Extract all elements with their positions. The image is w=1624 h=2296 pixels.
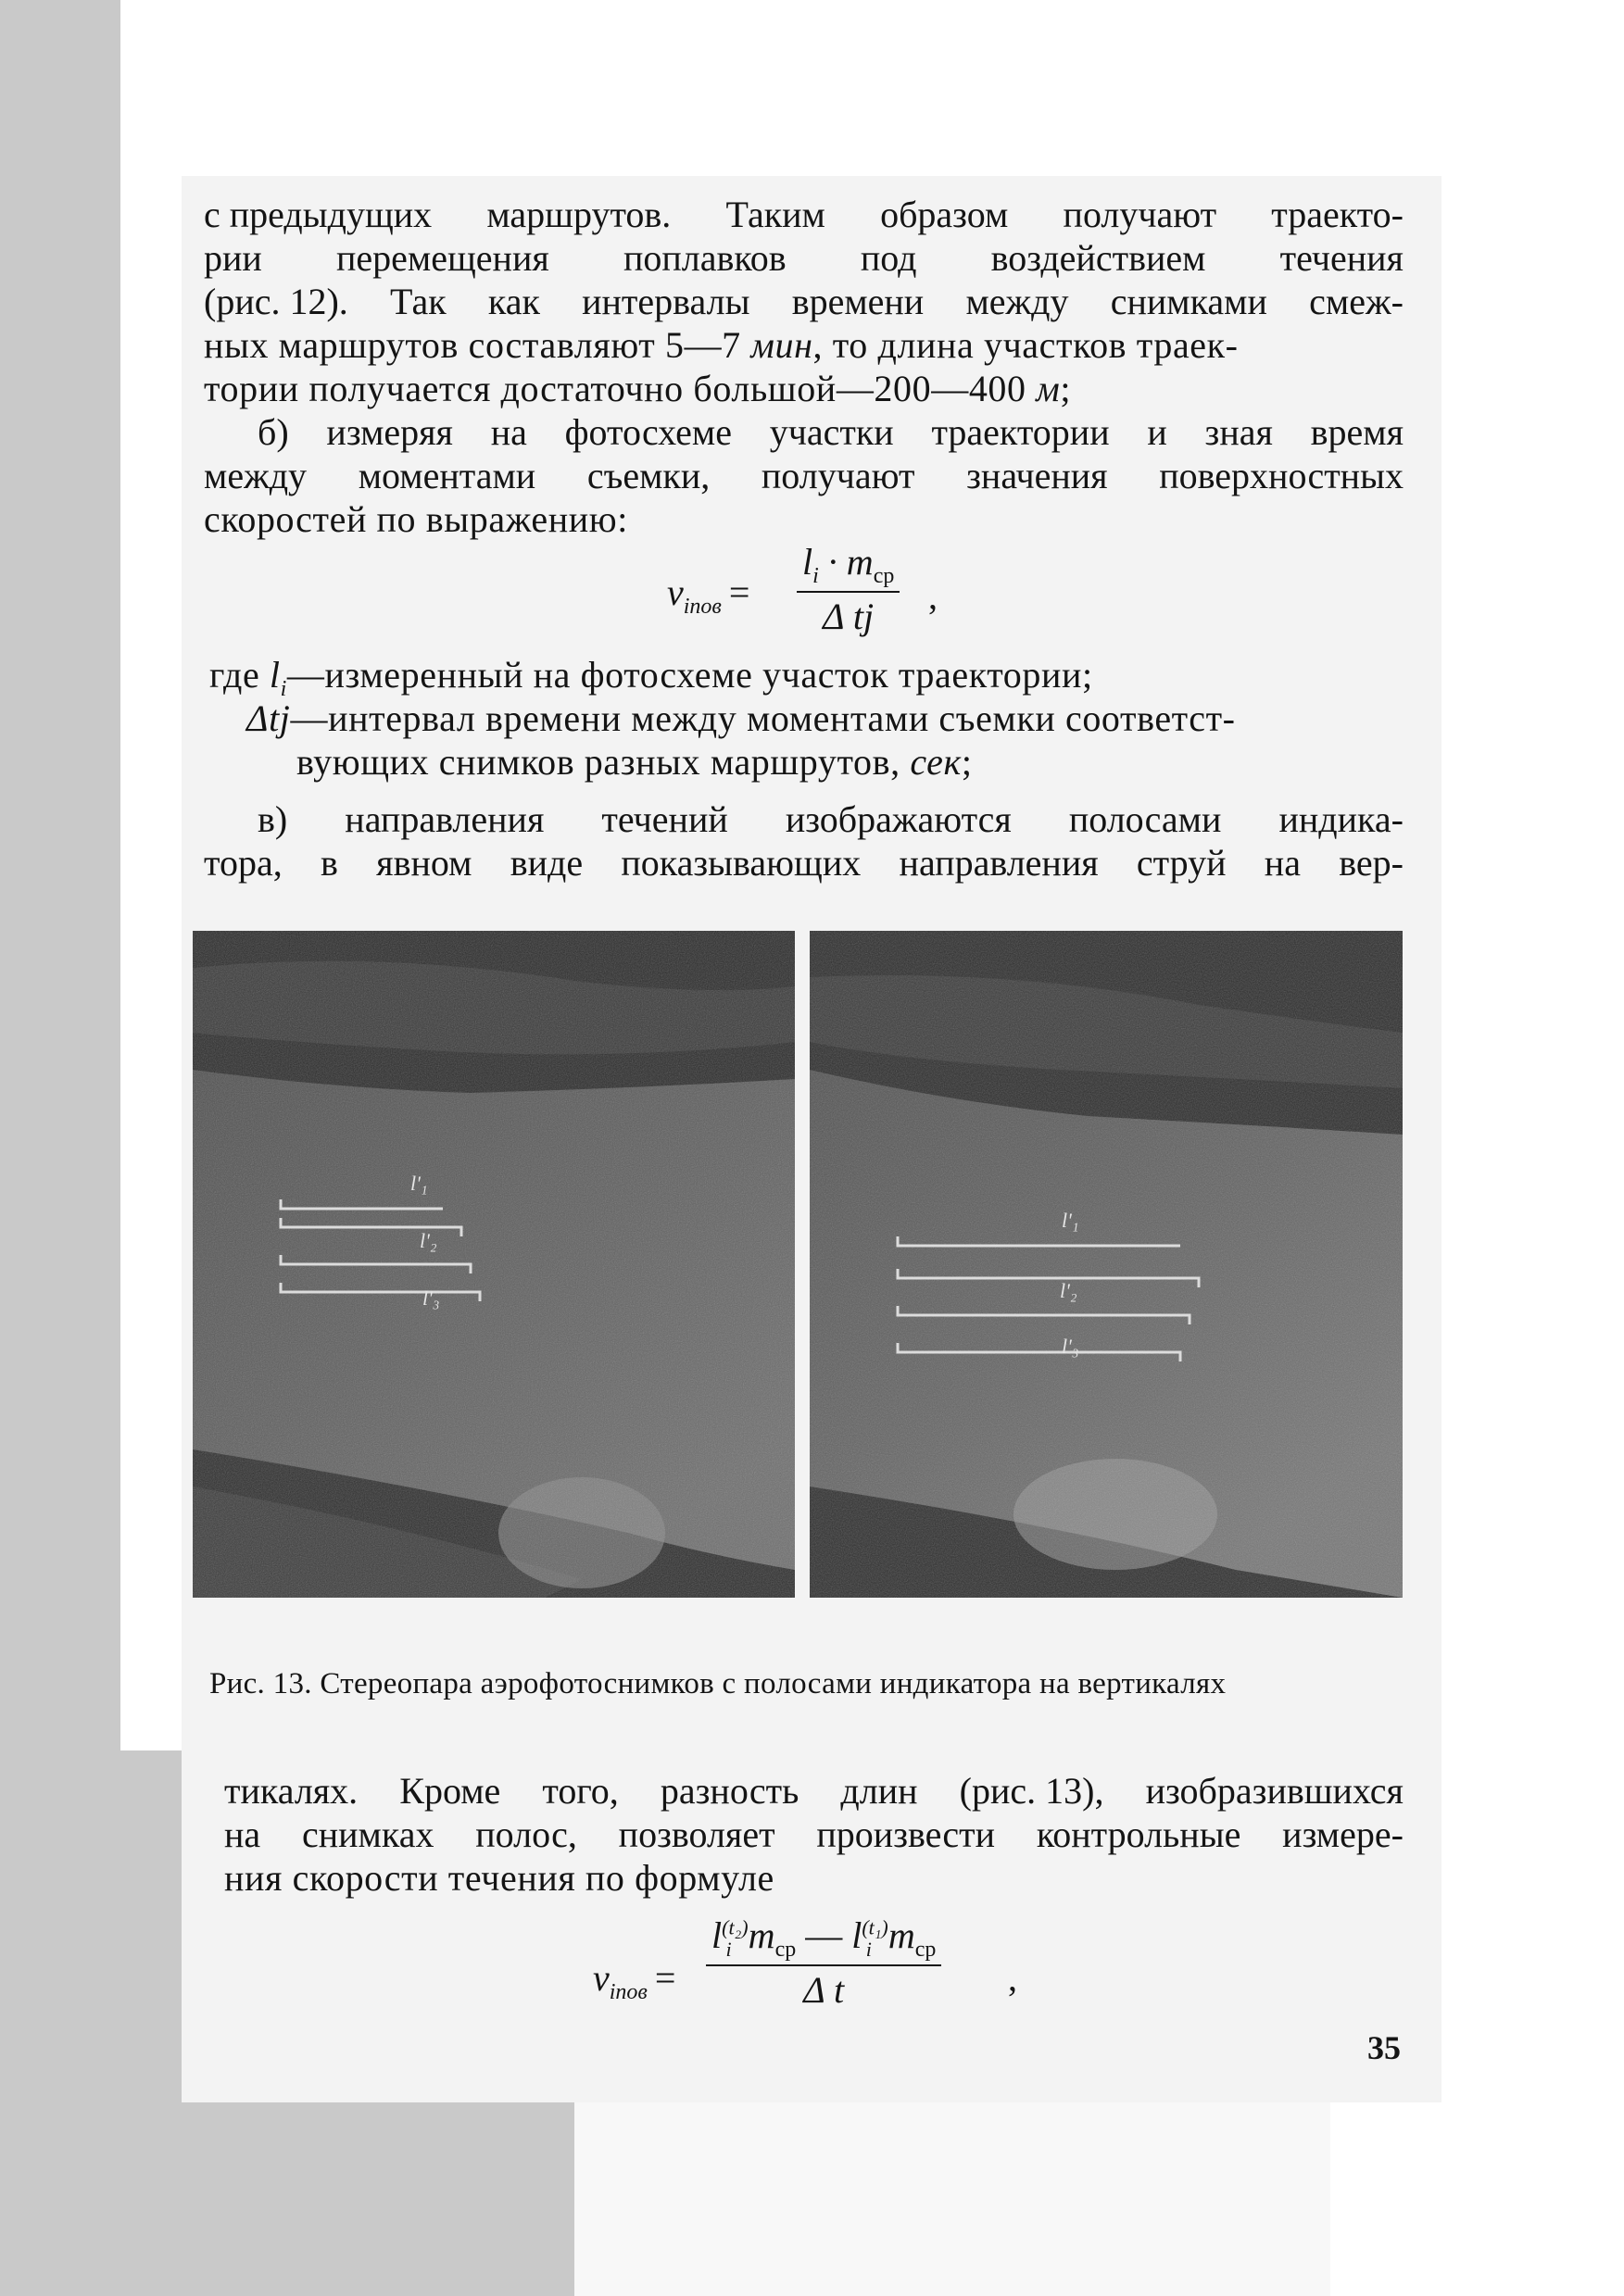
paragraph1-line2 bbox=[204, 236, 1404, 280]
numerator bbox=[706, 1913, 941, 1963]
word: и bbox=[1147, 411, 1167, 453]
word: направления bbox=[899, 842, 1099, 884]
word: снимками bbox=[1110, 281, 1267, 322]
word: того, bbox=[542, 1770, 619, 1812]
text: —интервал времени между моментами съемки соответст- bbox=[290, 697, 1236, 739]
paragraph4-line1 bbox=[224, 1769, 1404, 1813]
page-number: 35 bbox=[1367, 2029, 1401, 2066]
word: значения bbox=[966, 455, 1108, 496]
word: маршрутов. bbox=[486, 194, 672, 235]
paragraph2-line1 bbox=[258, 410, 1404, 454]
word: поплавков bbox=[623, 237, 787, 279]
word: на bbox=[490, 411, 527, 453]
word: в bbox=[321, 842, 338, 884]
word: струй bbox=[1136, 842, 1227, 884]
word: тикалях. bbox=[224, 1770, 359, 1812]
subscript: ср bbox=[774, 1938, 797, 1962]
word: воздействием bbox=[990, 237, 1206, 279]
symbol: v bbox=[593, 1957, 610, 1999]
word: вер- bbox=[1339, 842, 1404, 884]
word: съемки, bbox=[586, 455, 711, 496]
subscript: ср bbox=[914, 1938, 937, 1962]
unit-sek: сек bbox=[910, 741, 962, 783]
word: (рис. 13), bbox=[959, 1770, 1104, 1812]
label-l2-right: l'₂ bbox=[1060, 1279, 1077, 1302]
word: снимках bbox=[301, 1813, 434, 1855]
paragraph1-line4 bbox=[204, 323, 1239, 367]
word: позволяет bbox=[618, 1813, 775, 1855]
word: под bbox=[860, 237, 917, 279]
word: с предыдущих bbox=[204, 194, 433, 235]
formula1-fraction bbox=[797, 540, 900, 638]
word: б) bbox=[258, 411, 289, 453]
aerial-photo-right bbox=[810, 931, 1403, 1598]
definition-2 bbox=[246, 696, 1236, 740]
symbol: l bbox=[802, 541, 813, 583]
paragraph4-line3: ния скорости течения по формуле bbox=[224, 1857, 774, 1899]
word: Так bbox=[390, 281, 447, 322]
definition-3 bbox=[296, 740, 973, 784]
word: тора, bbox=[204, 842, 283, 884]
label-l1-right: l'₁ bbox=[1062, 1209, 1079, 1232]
subscript: iпов bbox=[609, 1980, 648, 2004]
label-l2-left: l'₂ bbox=[420, 1229, 437, 1252]
paragraph1-line3 bbox=[204, 280, 1404, 323]
symbol: l bbox=[269, 654, 281, 696]
superscript: (t₂) bbox=[722, 1915, 749, 1939]
subscript: i bbox=[725, 1938, 732, 1961]
word: интервалы bbox=[582, 281, 750, 322]
figure-caption: Рис. 13. Стереопара аэрофотоснимков с полосами индикатора на вертикалях bbox=[209, 1667, 1227, 1700]
word: Кроме bbox=[399, 1770, 501, 1812]
denominator bbox=[803, 1968, 844, 2012]
equals-sign: = bbox=[728, 571, 750, 613]
word: получают bbox=[761, 455, 915, 496]
subscript: ср bbox=[873, 564, 895, 588]
text: тории получается достаточно большой—200—400 bbox=[204, 368, 1037, 409]
text: ; bbox=[961, 741, 973, 783]
word: фотосхеме bbox=[564, 411, 732, 453]
word: контрольные bbox=[1036, 1813, 1241, 1855]
page-paper-lower bbox=[574, 2102, 1330, 2296]
word: образом bbox=[880, 194, 1009, 235]
symbol: l bbox=[851, 1914, 862, 1956]
unit-min: мин bbox=[750, 324, 813, 366]
label-l3-left: l'₃ bbox=[422, 1286, 440, 1310]
formula2-comma: , bbox=[1008, 1957, 1017, 1999]
word: явном bbox=[376, 842, 472, 884]
word: времени bbox=[791, 281, 925, 322]
subscript: i bbox=[280, 677, 287, 701]
word: направления bbox=[345, 798, 545, 840]
denominator bbox=[823, 595, 874, 638]
word: в) bbox=[258, 798, 288, 840]
word: (рис. 12). bbox=[204, 281, 348, 322]
word: траекто- bbox=[1271, 194, 1404, 235]
word: перемещения bbox=[336, 237, 549, 279]
word: изобразившихся bbox=[1145, 1770, 1404, 1812]
word: на bbox=[224, 1813, 261, 1855]
paragraph2-line2 bbox=[204, 454, 1404, 497]
word: как bbox=[487, 281, 540, 322]
symbol: Δ t bbox=[803, 1969, 845, 2011]
symbol: m bbox=[748, 1914, 775, 1956]
aerial-photo-left bbox=[193, 931, 795, 1598]
symbol: Δtj bbox=[246, 697, 291, 739]
scan-margin-top bbox=[0, 0, 120, 1750]
formula2-fraction bbox=[706, 1913, 941, 2012]
word: измеряя bbox=[326, 411, 453, 453]
word: зная bbox=[1204, 411, 1273, 453]
paragraph1-line1 bbox=[204, 193, 1404, 236]
formula2-lhs bbox=[593, 1956, 675, 2005]
word: виде bbox=[510, 842, 584, 884]
numerator bbox=[797, 540, 900, 589]
formula1-comma: , bbox=[928, 575, 938, 617]
paragraph2-line3: скоростей по выражению: bbox=[204, 498, 628, 540]
word: на bbox=[1264, 842, 1301, 884]
word: моментами bbox=[358, 455, 536, 496]
paragraph3-line2 bbox=[204, 841, 1404, 885]
word: произвести bbox=[816, 1813, 996, 1855]
unit-m: м bbox=[1036, 368, 1061, 409]
formula1-lhs bbox=[667, 571, 749, 620]
subscript: i bbox=[865, 1938, 872, 1961]
word: Таким bbox=[725, 194, 825, 235]
superscript: (t₁) bbox=[862, 1915, 888, 1939]
word: длин bbox=[840, 1770, 918, 1812]
word: время bbox=[1310, 411, 1404, 453]
word: между bbox=[965, 281, 1069, 322]
equals-sign: = bbox=[654, 1957, 676, 1999]
word: течения bbox=[1279, 237, 1404, 279]
symbol: l bbox=[711, 1914, 723, 1956]
word: траектории bbox=[931, 411, 1110, 453]
label-l1-left: l'₁ bbox=[410, 1172, 428, 1195]
text: , то длина участков траек- bbox=[812, 324, 1239, 366]
word: показывающих bbox=[621, 842, 862, 884]
symbol: v bbox=[667, 571, 684, 613]
word: измере- bbox=[1282, 1813, 1404, 1855]
word: полосами bbox=[1068, 798, 1222, 840]
paragraph4-line2 bbox=[224, 1813, 1404, 1856]
paragraph3-line1 bbox=[258, 797, 1404, 841]
symbol: Δ tj bbox=[823, 596, 875, 637]
text: —измеренный на фотосхеме участок траектории; bbox=[286, 654, 1093, 696]
minus-sign: — bbox=[796, 1914, 852, 1956]
subscript: i bbox=[812, 564, 819, 588]
word: участки bbox=[769, 411, 894, 453]
text: ; bbox=[1060, 368, 1072, 409]
subscript: iпов bbox=[683, 595, 722, 619]
symbol: · m bbox=[818, 541, 874, 583]
text: вующих снимков разных маршрутов, bbox=[296, 741, 911, 783]
word: течений bbox=[601, 798, 728, 840]
word: между bbox=[204, 455, 308, 496]
word: рии bbox=[204, 237, 262, 279]
symbol: m bbox=[888, 1914, 915, 1956]
fraction-bar bbox=[706, 1964, 941, 1966]
word: изображаются bbox=[785, 798, 1012, 840]
word: смеж- bbox=[1309, 281, 1404, 322]
fraction-bar bbox=[797, 591, 900, 593]
word: разность bbox=[660, 1770, 799, 1812]
paragraph1-line5 bbox=[204, 367, 1071, 410]
text: где bbox=[209, 654, 270, 696]
text: ных маршрутов составляют 5—7 bbox=[204, 324, 751, 366]
word: получают bbox=[1063, 194, 1217, 235]
word: полос, bbox=[475, 1813, 577, 1855]
label-l3-right: l'₃ bbox=[1062, 1335, 1079, 1358]
word: поверхностных bbox=[1159, 455, 1404, 496]
word: индика- bbox=[1278, 798, 1404, 840]
